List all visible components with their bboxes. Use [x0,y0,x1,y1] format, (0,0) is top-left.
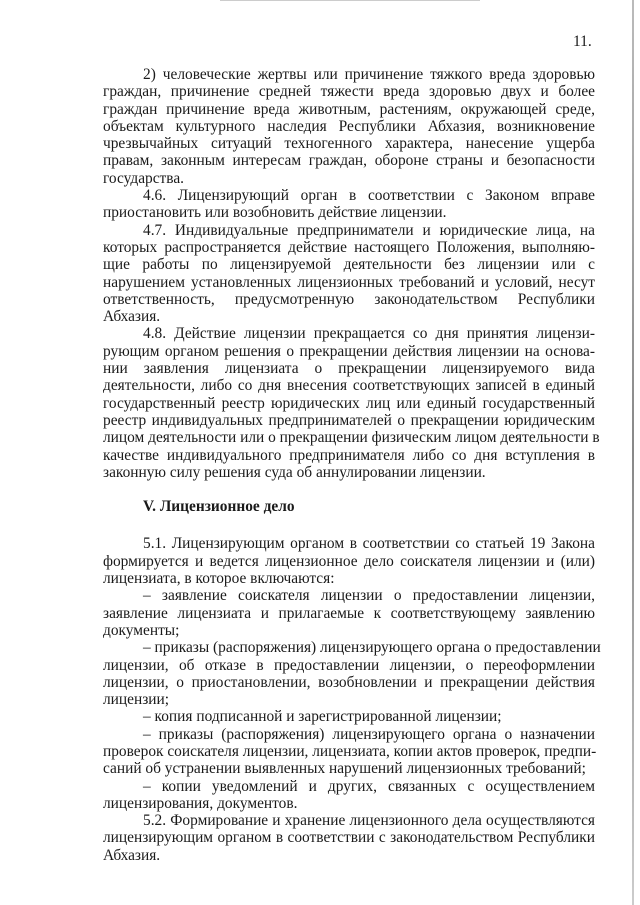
text-line: – заявление соискателя лицензии о предоставлении лицензии, [143,587,595,605]
text-line: приостановить или возобновить действие лицензии. [103,204,447,222]
text-line: Абхазия. [103,846,161,864]
text-line: правам, законным интересам граждан, обороне страны и безопасности [103,152,595,170]
text-line: – приказы (распоряжения) лицензирующего органа о назначении [143,725,595,743]
paragraph [103,535,595,587]
paragraph [103,778,595,813]
document-body [103,66,601,864]
section-heading: V. Лицензионное дело [143,498,295,516]
text-line: формируется и ведется лицензионное дело соискателя лицензии и (или) [103,552,595,570]
page-edge-shadow [632,0,634,905]
text-line: лицензии, о приостановлении, возобновлении и прекращении действия [103,673,595,691]
paragraph [103,187,595,222]
text-line: саний об устранении выявленных нарушений лицензионных требований; [103,760,586,778]
text-line: качестве индивидуального предпринимателя либо со дня вступления в [103,446,595,464]
text-line: – копии уведомлений и других, связанных с осуществлением [143,777,595,795]
text-line: законную силу решения суда об аннулировании лицензии. [103,463,486,481]
text-line: рующим органом решения о прекращении действия лицензии на основа- [103,342,595,360]
text-line: нарушением установленных лицензионных требований и условий, несут [103,273,595,291]
text-line: проверок соискателя лицензии, лицензиата, копии актов проверок, предпи- [103,742,597,760]
text-line: лицензиата, в которое включаются: [103,570,335,588]
text-line: 2) человеческие жертвы или причинение тяжкого вреда здоровью [143,66,595,83]
text-line: государства. [103,169,185,187]
text-line: ответственность, предусмотренную законодательством Республики [103,290,595,308]
paragraph [103,812,595,864]
text-line: граждан причинение вреда животным, растениям, окружающей среде, [103,100,595,118]
page-number: 11. [573,33,592,50]
scan-artifact-line [220,0,480,1]
paragraph [103,222,595,326]
text-line: лицом деятельности или о прекращении физическим лицом деятельности в [103,429,600,447]
text-line: – приказы (распоряжения) лицензирующего органа о предоставлении [143,639,601,657]
text-line: 5.1. Лицензирующим органом в соответствии со статьей 19 Закона [143,535,595,553]
text-line: граждан, причинение средней тяжести вреда здоровью двух и более [103,83,595,101]
text-line: деятельности, либо со дня внесения соответствующих записей в единый [103,377,595,395]
text-line: щие работы по лицензируемой деятельности без лицензии или с [103,256,595,274]
text-line: объектам культурного наследия Республики Абхазия, возникновение [103,117,595,135]
text-line: 4.7. Индивидуальные предприниматели и юридические лица, на [143,221,595,239]
text-line: лицензирования, документов. [103,794,298,812]
text-line: 4.8. Действие лицензии прекращается со дня принятия лицензи- [143,325,595,343]
text-line: нии заявления лицензиата о прекращении лицензируемого вида [103,360,595,378]
text-line: лицензии; [103,691,170,709]
text-line: лицензирующим органом в соответствии с законодательством Республики [103,829,595,847]
text-line: Абхазия. [103,308,161,326]
paragraph [103,708,595,725]
text-line: реестр индивидуальных предпринимателей о прекращении юридическим [103,411,595,429]
paragraph [103,325,600,481]
paragraph [103,66,595,187]
text-line: документы; [103,621,180,639]
paragraph [103,639,601,709]
text-line: – копия подписанной и зарегистрированной лицензии; [143,708,502,726]
text-line: государственный реестр юридических лиц или единый государственный [103,394,595,412]
text-line: заявление лицензиата и прилагаемые к соответствующему заявлению [103,604,595,622]
text-line: которых распространяется действие настоящего Положения, выполняю- [103,238,595,256]
text-line: лицензии, об отказе в предоставлении лицензии, о переоформлении [103,656,595,674]
paragraph [103,726,595,778]
text-line: 5.2. Формирование и хранение лицензионного дела осуществляются [143,812,595,830]
paragraph [103,587,595,639]
text-line: 4.6. Лицензирующий орган в соответствии с Законом вправе [143,187,595,205]
text-line: чрезвычайных ситуаций техногенного характера, нанесение ущерба [103,135,595,153]
